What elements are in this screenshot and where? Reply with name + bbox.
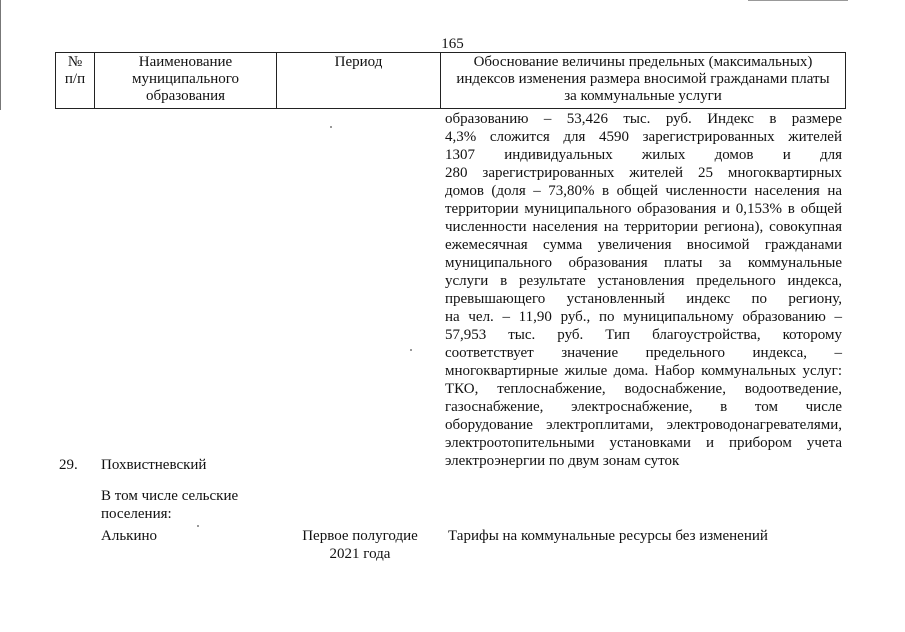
reason-line: 1307 индивидуальных жилых домов и для	[445, 147, 842, 163]
reason-line: услуги в результате установления предельного индекса,	[445, 273, 842, 289]
row-alkino-reason: Тарифы на коммунальные ресурсы без изменений	[448, 528, 768, 544]
reason-line: оборудование электроплитами, электроводонагревателями,	[445, 417, 842, 433]
reason-line: ТКО, теплоснабжение, водоснабжение, водоотведение,	[445, 381, 842, 397]
row-alkino-period-line1: Первое полугодие	[302, 528, 418, 544]
reason-line: 280 зарегистрированных жителей 25 многоквартирных	[445, 165, 842, 181]
header-col-reason	[441, 53, 845, 108]
page-number: 165	[441, 36, 464, 52]
subheading-line2: поселения:	[101, 506, 172, 522]
scan-edge-shadow	[0, 0, 1, 110]
reason-line: муниципального образования платы за коммунальные	[445, 255, 842, 271]
row-29-number: 29.	[59, 457, 78, 473]
reason-line: домов (доля – 73,80% в общей численности населения на	[445, 183, 842, 199]
reason-line: численности населения на территории региона), совокупная	[445, 219, 842, 235]
reason-line: газоснабжение, электроснабжение, в том числе	[445, 399, 842, 415]
reason-line: превышающего установленный индекс по региону,	[445, 291, 842, 307]
header-col-reason-line3: за коммунальные услуги	[564, 88, 722, 104]
header-col-period-label: Период	[334, 54, 383, 70]
reason-line: территории муниципального образования и 0,153% в общей	[445, 201, 842, 217]
subheading-rural-settlements	[101, 487, 281, 523]
header-col-number-line1: №	[67, 54, 83, 70]
scan-speck	[330, 126, 332, 128]
header-col-name-line1: Наименование	[138, 54, 233, 70]
continued-reason-text	[445, 110, 842, 470]
reason-line: соответствует значение предельного индекса, –	[445, 345, 842, 361]
header-col-reason-line1: Обоснование величины предельных (максимальных)	[473, 54, 813, 70]
scan-speck	[410, 349, 412, 351]
reason-line: 4,3% сложится для 4590 зарегистрированных жителей	[445, 129, 842, 145]
scan-speck	[197, 525, 199, 527]
row-29-name: Похвистневский	[101, 457, 207, 473]
header-col-name-line2: муниципального	[131, 71, 240, 87]
reason-line: на чел. – 11,90 руб., по муниципальному образованию –	[445, 309, 842, 325]
reason-line: электроотопительными установками и прибором учета	[445, 435, 842, 451]
row-alkino-period	[276, 527, 444, 563]
row-alkino-period-line2: 2021 года	[329, 546, 391, 562]
scan-top-marks	[748, 0, 848, 3]
header-col-number-line2: п/п	[64, 71, 86, 87]
reason-line: 57,953 тыс. руб. Тип благоустройства, которому	[445, 327, 842, 343]
header-col-number	[56, 53, 94, 108]
row-alkino-name: Алькино	[101, 528, 158, 544]
header-col-name	[95, 53, 276, 108]
header-col-name-line3: образования	[145, 88, 226, 104]
reason-line: образованию – 53,426 тыс. руб. Индекс в размере	[445, 111, 842, 127]
header-col-reason-line2: индексов изменения размера вносимой гражданами платы	[456, 71, 830, 87]
reason-line: многоквартирные жилые дома. Набор коммунальных услуг:	[445, 363, 842, 379]
reason-line-last: электроэнергии по двум зонам суток	[445, 453, 680, 469]
header-col-period	[277, 53, 440, 108]
reason-line: ежемесячная сумма увеличения вносимой гражданами	[445, 237, 842, 253]
subheading-line1: В том числе сельские	[101, 488, 239, 504]
table-header	[55, 52, 846, 109]
